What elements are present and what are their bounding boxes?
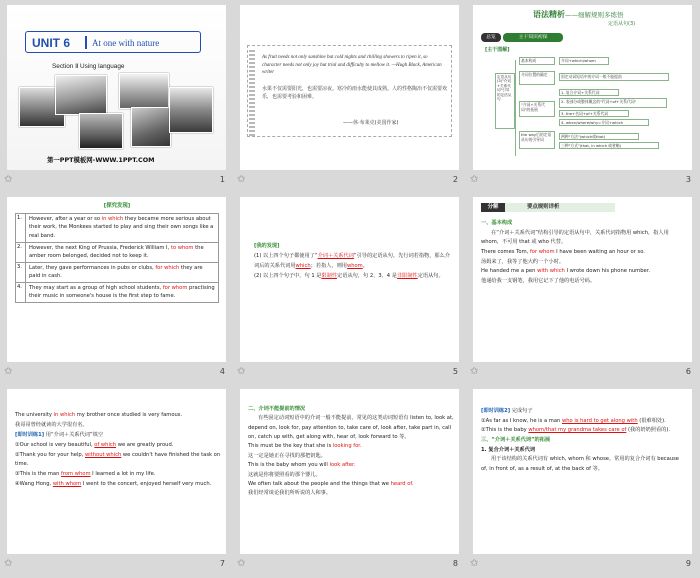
star-icon: ✩ <box>4 174 13 185</box>
branch-basic: 基本构成 <box>519 57 555 65</box>
slide-2-canvas <box>240 5 459 170</box>
slide-thumb-3[interactable] <box>466 0 699 192</box>
example-3-cn: 我们经常谈论我们所听说的人和事。 <box>248 490 332 497</box>
star-icon: ✩ <box>470 174 479 185</box>
slide-number: 9 <box>685 559 691 568</box>
example-row: 3. Later, they gave performances in pubs or clubs, for which they are paid in cash. <box>16 263 218 283</box>
quote-chinese: 水果不仅需要阳光，也需要凉夜。寒冷的雨水能使其成熟。人的性格陶冶不仅需要欢乐，也需要考验和困难。 <box>262 86 448 100</box>
example-2: This is the baby whom you will look after. <box>248 462 356 469</box>
discovery-point-2: (2) 以上四个句子中，句 1 是限制性定语从句，句 2、3、4 是非限制性定语从句。 <box>254 273 444 280</box>
slide-thumb-2[interactable] <box>233 0 466 192</box>
example-line: The university in which my brother once studied is very famous. <box>15 412 183 418</box>
overview-tag: 总览 <box>481 33 501 42</box>
example-1-cn: 这一定是她正在寻找的那把钥匙。 <box>248 452 326 459</box>
slide-number: 2 <box>452 175 458 184</box>
ext-4: 4. when/where/why=介词+which <box>559 119 649 126</box>
slide-5-canvas <box>240 197 459 362</box>
exercise-2: ②Thank you for your help, without which we couldn't have finished the task on time. <box>15 451 221 468</box>
star-icon: ✩ <box>4 558 13 569</box>
example-1: There comes Tom, for whom I have been waiting an hour or so. <box>481 248 645 255</box>
exercise-1: ①Our school is very beautiful, of which we are greatly proud. <box>15 441 174 448</box>
sub-heading: 1. 复合介词＋关系代词 <box>481 446 536 453</box>
discovery-heading: [我的发现] <box>254 243 280 249</box>
the-way-2: 三种"方式"(that, in which 或省略) <box>559 142 659 149</box>
slide-thumb-1[interactable] <box>0 0 233 192</box>
quote-author: ——休·布莱克(美国作家) <box>343 120 399 126</box>
slide-number: 1 <box>219 175 225 184</box>
slide-number: 5 <box>452 367 458 376</box>
breakdown-tag: 分解 <box>481 203 505 212</box>
branch-the-way: the way后的定语从句的引导词 <box>519 131 555 149</box>
the-way-1: 两种"方法"(which或that) <box>559 133 639 140</box>
exercise-3: ③This is the man from whom I learned a lot in my life. <box>15 471 156 478</box>
slide-3-canvas <box>473 5 692 170</box>
star-icon: ✩ <box>4 366 13 377</box>
slide-thumb-4[interactable] <box>0 192 233 384</box>
slide-number: 4 <box>219 367 225 376</box>
section-heading: 二、介词不能提前的情况 <box>248 406 306 412</box>
exercise-4: ④Wang Hong, with whom I went to the concert, enjoyed herself very much. <box>15 481 212 488</box>
training-heading: [即时训练1] 用“介词＋关系代词”填空 <box>15 431 104 438</box>
slide-number: 7 <box>219 559 225 568</box>
star-icon: ✩ <box>470 558 479 569</box>
training-heading: [即时训练2] 完成句子 <box>481 408 533 414</box>
example-line-cn: 我哥哥曾经就读的大学很有名。 <box>15 421 88 428</box>
ext-1: 1. 复合介词+关系代词 <box>559 89 619 96</box>
example-1-cn: 汤姆来了，我等了他大约一个小时。 <box>481 258 565 265</box>
example-2: He handed me a pen with which I wrote down his phone number. <box>481 268 651 275</box>
ext-3: 3. the+名词+of+关系代词 <box>559 110 629 117</box>
slide-thumb-8[interactable] <box>233 384 466 576</box>
quote-box <box>247 45 452 137</box>
clause-label: 定语从句(3) <box>608 21 636 27</box>
star-icon: ✩ <box>237 174 246 185</box>
discovery-point-1: (1) 以上四个句子都使用了“介词＋关系代词”引导的定语从句。先行词若指物，那么介词后的关系代词用which；若指人，则用whom。 <box>254 253 450 270</box>
unit-title: At one with nature <box>92 38 160 48</box>
branch-extension: "介词+关系代词"的拓展 <box>519 101 555 117</box>
breakdown-title: 要点规则详析 <box>505 203 615 212</box>
slide-number: 3 <box>685 175 691 184</box>
exercise-1: ①As far as I know, he is a man who is hard to get along with (很难相处). <box>481 417 666 424</box>
example-2-cn: 他递给我一支钢笔，我用它记下了他的电话号码。 <box>481 277 596 284</box>
branch-basic-detail: 介词+which/whom <box>559 57 609 65</box>
template-site-footer: 第一PPT模板网-WWW.1PPT.COM <box>47 156 155 164</box>
rule-text: 在“介词＋关系代词”结构引导的定语从句中，关系代词指物用 which，指人用 whom，不可用 that 或 who 代替。 <box>481 229 669 246</box>
section-heading: 三、“介词＋关系代词”的拓展 <box>481 436 551 443</box>
ext-2: 2. 表部分或整体概念的"代词+of+关系代词" <box>559 98 667 108</box>
mindmap-root: 定语从句(3)"介词+关系代词"引导的定语从句 <box>495 73 515 129</box>
slide-9-canvas <box>473 389 692 554</box>
star-icon: ✩ <box>470 366 479 377</box>
grammar-title: 语法精析——细解规则多练悟 <box>533 10 624 19</box>
quote-english: As fruit needs not only sunshine but cold nights and chilling showers to ripen it, so character needs not only joy but trial and difficulty to mellow it. —Hugh Black, American writer <box>262 55 442 75</box>
slide-6-canvas <box>473 197 692 362</box>
example-1: This must be the key that she is looking for. <box>248 443 362 450</box>
star-icon: ✩ <box>237 558 246 569</box>
basic-heading: 一、基本构成 <box>481 220 513 226</box>
mindmap-label: [主干图解] <box>485 47 510 53</box>
rule-text: 有些固定动词短语中的介词一般不能提前，常见的这类动词短语有 listen to, look at, depend on, look for, pay attention to, take care of, look after, take part in, call on, catch up with, get along with, hear of, look forward to 等。 <box>248 415 454 441</box>
slide-4-canvas <box>7 197 226 362</box>
slide-thumb-6[interactable] <box>466 192 699 384</box>
unit-banner <box>25 31 201 53</box>
slide-number: 8 <box>452 559 458 568</box>
unit-label: UNIT 6 <box>32 36 71 50</box>
overview-text: 主干知识初探 <box>503 33 563 42</box>
example-3: We often talk about the people and the things that we heard of. <box>248 480 414 487</box>
section-label: Section Ⅱ Using language <box>52 63 125 70</box>
slide-7-canvas <box>7 389 226 554</box>
example-row: 2. However, the next King of Prussia, Frederick William Ⅰ, to whom the amber room belonged, decided not to keep it. <box>16 243 218 263</box>
slide-1-canvas <box>7 5 226 170</box>
slide-thumb-5[interactable] <box>233 192 466 384</box>
slide-thumb-7[interactable] <box>0 384 233 576</box>
rule-text: 用于该结构的关系代词有 which, whom 和 whose。常用的复合介词有 because of, in front of, as a result of, at the back of 等。 <box>481 456 679 472</box>
star-icon: ✩ <box>237 366 246 377</box>
slide-8-canvas <box>240 389 459 554</box>
slide-number: 6 <box>685 367 691 376</box>
example-row: 4. They may start as a group of high school students, for whom practising their music in someone's house is the first step to fame. <box>16 283 218 302</box>
exercise-2: ②This is the baby whom/that my grandma takes care of (我的奶奶照看的). <box>481 427 671 434</box>
branch-position: 介词位置的确定 <box>519 71 555 85</box>
example-row: 1. However, after a year or so in which they became more serious about their work, the Monkees started to play and sing their own songs like a real band. <box>16 214 218 243</box>
slide-thumb-9[interactable] <box>466 384 699 576</box>
branch-position-detail: 固定动词短语中的介词一般不能提前 <box>559 73 669 81</box>
inquiry-heading: [探究发现] <box>103 203 131 209</box>
nature-photo-collage <box>19 73 215 151</box>
example-2-cn: 这就是你将要照看的那个婴儿。 <box>248 471 321 478</box>
